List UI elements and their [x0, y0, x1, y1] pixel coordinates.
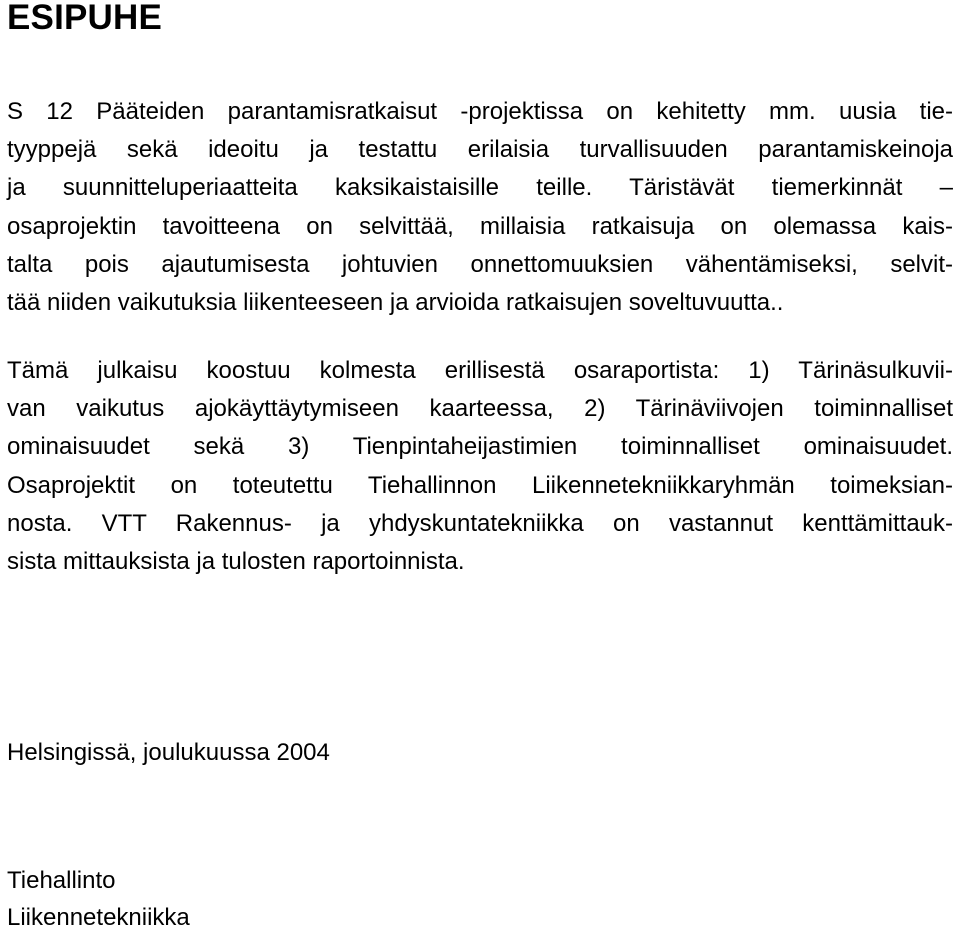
signature-organization: Tiehallinto	[7, 867, 116, 894]
paragraph-publication	[7, 352, 953, 581]
paragraph-line: Tämä julkaisu koostuu kolmesta erillisestä osaraportista: 1) Tärinäsulkuvii-	[7, 357, 953, 384]
paragraph-line: van vaikutus ajokäyttäytymiseen kaarteessa, 2) Tärinäviivojen toiminnalliset	[7, 395, 953, 423]
paragraph-line: ominaisuudet sekä 3) Tienpintaheijastimien toiminnalliset ominaisuudet.	[7, 433, 953, 461]
paragraph-intro	[7, 93, 953, 322]
place-date: Helsingissä, joulukuussa 2004	[7, 739, 330, 766]
signature-unit: Liikennetekniikka	[7, 904, 190, 931]
paragraph-line: nosta. VTT Rakennus- ja yhdyskuntatekniikka on vastannut kenttämittauk-	[7, 509, 953, 537]
paragraph-line: osaprojektin tavoitteena on selvittää, millaisia ratkaisuja on olemassa kais-	[7, 212, 953, 240]
paragraph-line: ja suunnitteluperiaatteita kaksikaistaisille teille. Täristävät tiemerkinnät –	[7, 174, 953, 202]
paragraph-line: S 12 Pääteiden parantamisratkaisut -projektissa on kehitetty mm. uusia tie-	[7, 98, 953, 125]
paragraph-line: tyyppejä sekä ideoitu ja testattu erilaisia turvallisuuden parantamiskeinoja	[7, 136, 953, 164]
paragraph-line: sista mittauksista ja tulosten raportoinnista.	[7, 548, 465, 576]
paragraph-line: tää niiden vaikutuksia liikenteeseen ja arvioida ratkaisujen soveltuvuutta..	[7, 289, 784, 317]
paragraph-line: talta pois ajautumisesta johtuvien onnettomuuksien vähentämiseksi, selvit-	[7, 250, 953, 278]
paragraph-line: Osaprojektit on toteutettu Tiehallinnon Liikennetekniikkaryhmän toimeksian-	[7, 471, 953, 499]
page-title: ESIPUHE	[7, 0, 163, 37]
